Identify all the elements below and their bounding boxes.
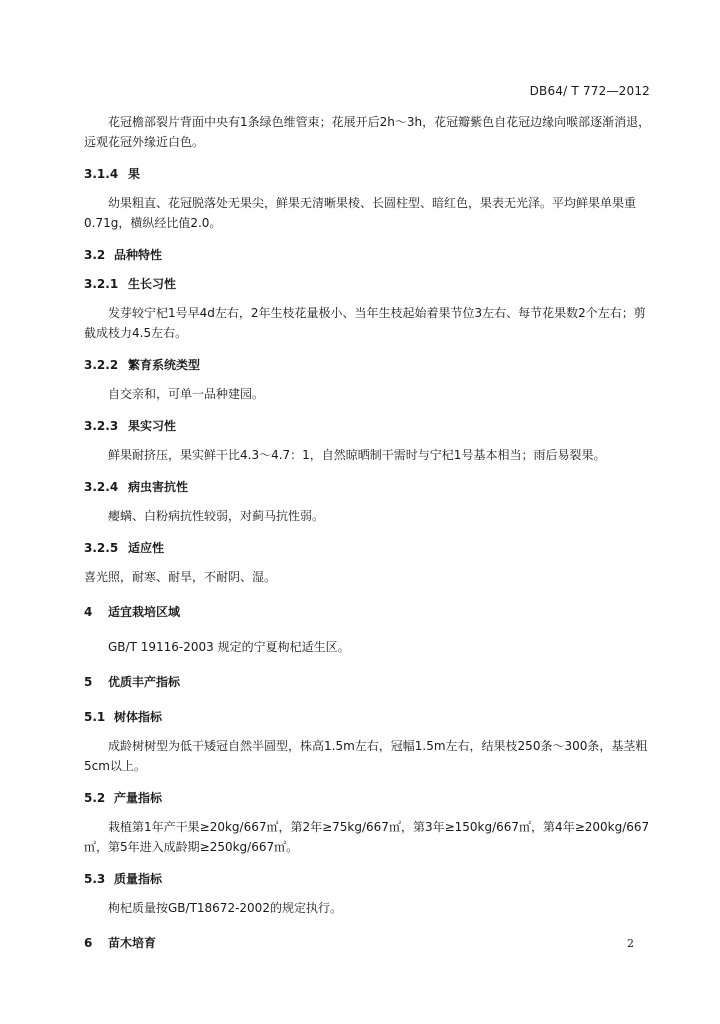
paragraph-tree-index: 成龄树树型为低干矮冠自然半圆型，株高1.5m左右，冠幅1.5m左右，结果枝250条～300条，基茎粗5cm以上。 <box>84 739 648 773</box>
paragraph-breeding-system: 自交亲和，可单一品种建园。 <box>108 387 265 401</box>
heading-3-2-3: 3.2.3 果实习性 <box>84 419 177 433</box>
paragraph-fruit: 幼果粗直、花冠脱落处无果尖，鲜果无清晰果棱、长圆柱型、暗红色，果表无光泽。平均鲜果单果重0.71g，横纵经比值2.0。 <box>84 196 637 230</box>
heading-5-3: 5.3 质量指标 <box>84 872 163 886</box>
heading-3-2-2: 3.2.2 繁育系统类型 <box>84 358 201 372</box>
paragraph-cultivation-region: GB/T 19116-2003 规定的宁夏枸杞适生区。 <box>108 640 350 654</box>
standard-number: DB64/ T 772—2012 <box>529 84 650 98</box>
heading-3-2: 3.2 品种特性 <box>84 248 163 262</box>
heading-3-2-4: 3.2.4 病虫害抗性 <box>84 480 189 494</box>
paragraph-growth-habit: 发芽较宁杞1号早4d左右，2年生枝花量极小、当年生枝起始着果节位3左右、每节花果数2个左右；剪截成枝力4.5左右。 <box>84 306 646 340</box>
paragraph-corolla: 花冠檐部裂片背面中央有1条绿色维管束；花展开后2h～3h，花冠瓣紫色自花冠边缘向喉部逐渐消退，远观花冠外缘近白色。 <box>84 115 651 149</box>
heading-5: 5 优质丰产指标 <box>84 675 181 689</box>
heading-5-1: 5.1 树体指标 <box>84 710 163 724</box>
heading-5-2: 5.2 产量指标 <box>84 791 163 805</box>
document-body <box>84 112 652 953</box>
paragraph-quality-index: 枸杞质量按GB/T18672-2002的规定执行。 <box>108 901 342 915</box>
heading-3-2-1: 3.2.1 生长习性 <box>84 277 177 291</box>
heading-6: 6 苗木培育 <box>84 936 157 950</box>
heading-3-2-5: 3.2.5 适应性 <box>84 541 165 555</box>
heading-3-1-4: 3.1.4 果 <box>84 167 141 181</box>
heading-4: 4 适宜栽培区域 <box>84 605 181 619</box>
paragraph-pest-resistance: 瘿螨、白粉病抗性较弱，对蓟马抗性弱。 <box>108 509 325 523</box>
paragraph-adaptability: 喜光照，耐寒、耐旱，不耐阴、湿。 <box>84 570 277 584</box>
paragraph-fruiting-habit: 鲜果耐挤压，果实鲜干比4.3～4.7：1，自然晾晒制干需时与宁杞1号基本相当；雨后易裂果。 <box>108 448 606 462</box>
page-number: 2 <box>627 937 634 950</box>
paragraph-yield-index: 栽植第1年产干果≥20kg/667㎡，第2年≥75kg/667㎡，第3年≥150kg/667㎡，第4年≥200kg/667㎡，第5年进入成龄期≥250kg/667㎡。 <box>84 820 650 854</box>
